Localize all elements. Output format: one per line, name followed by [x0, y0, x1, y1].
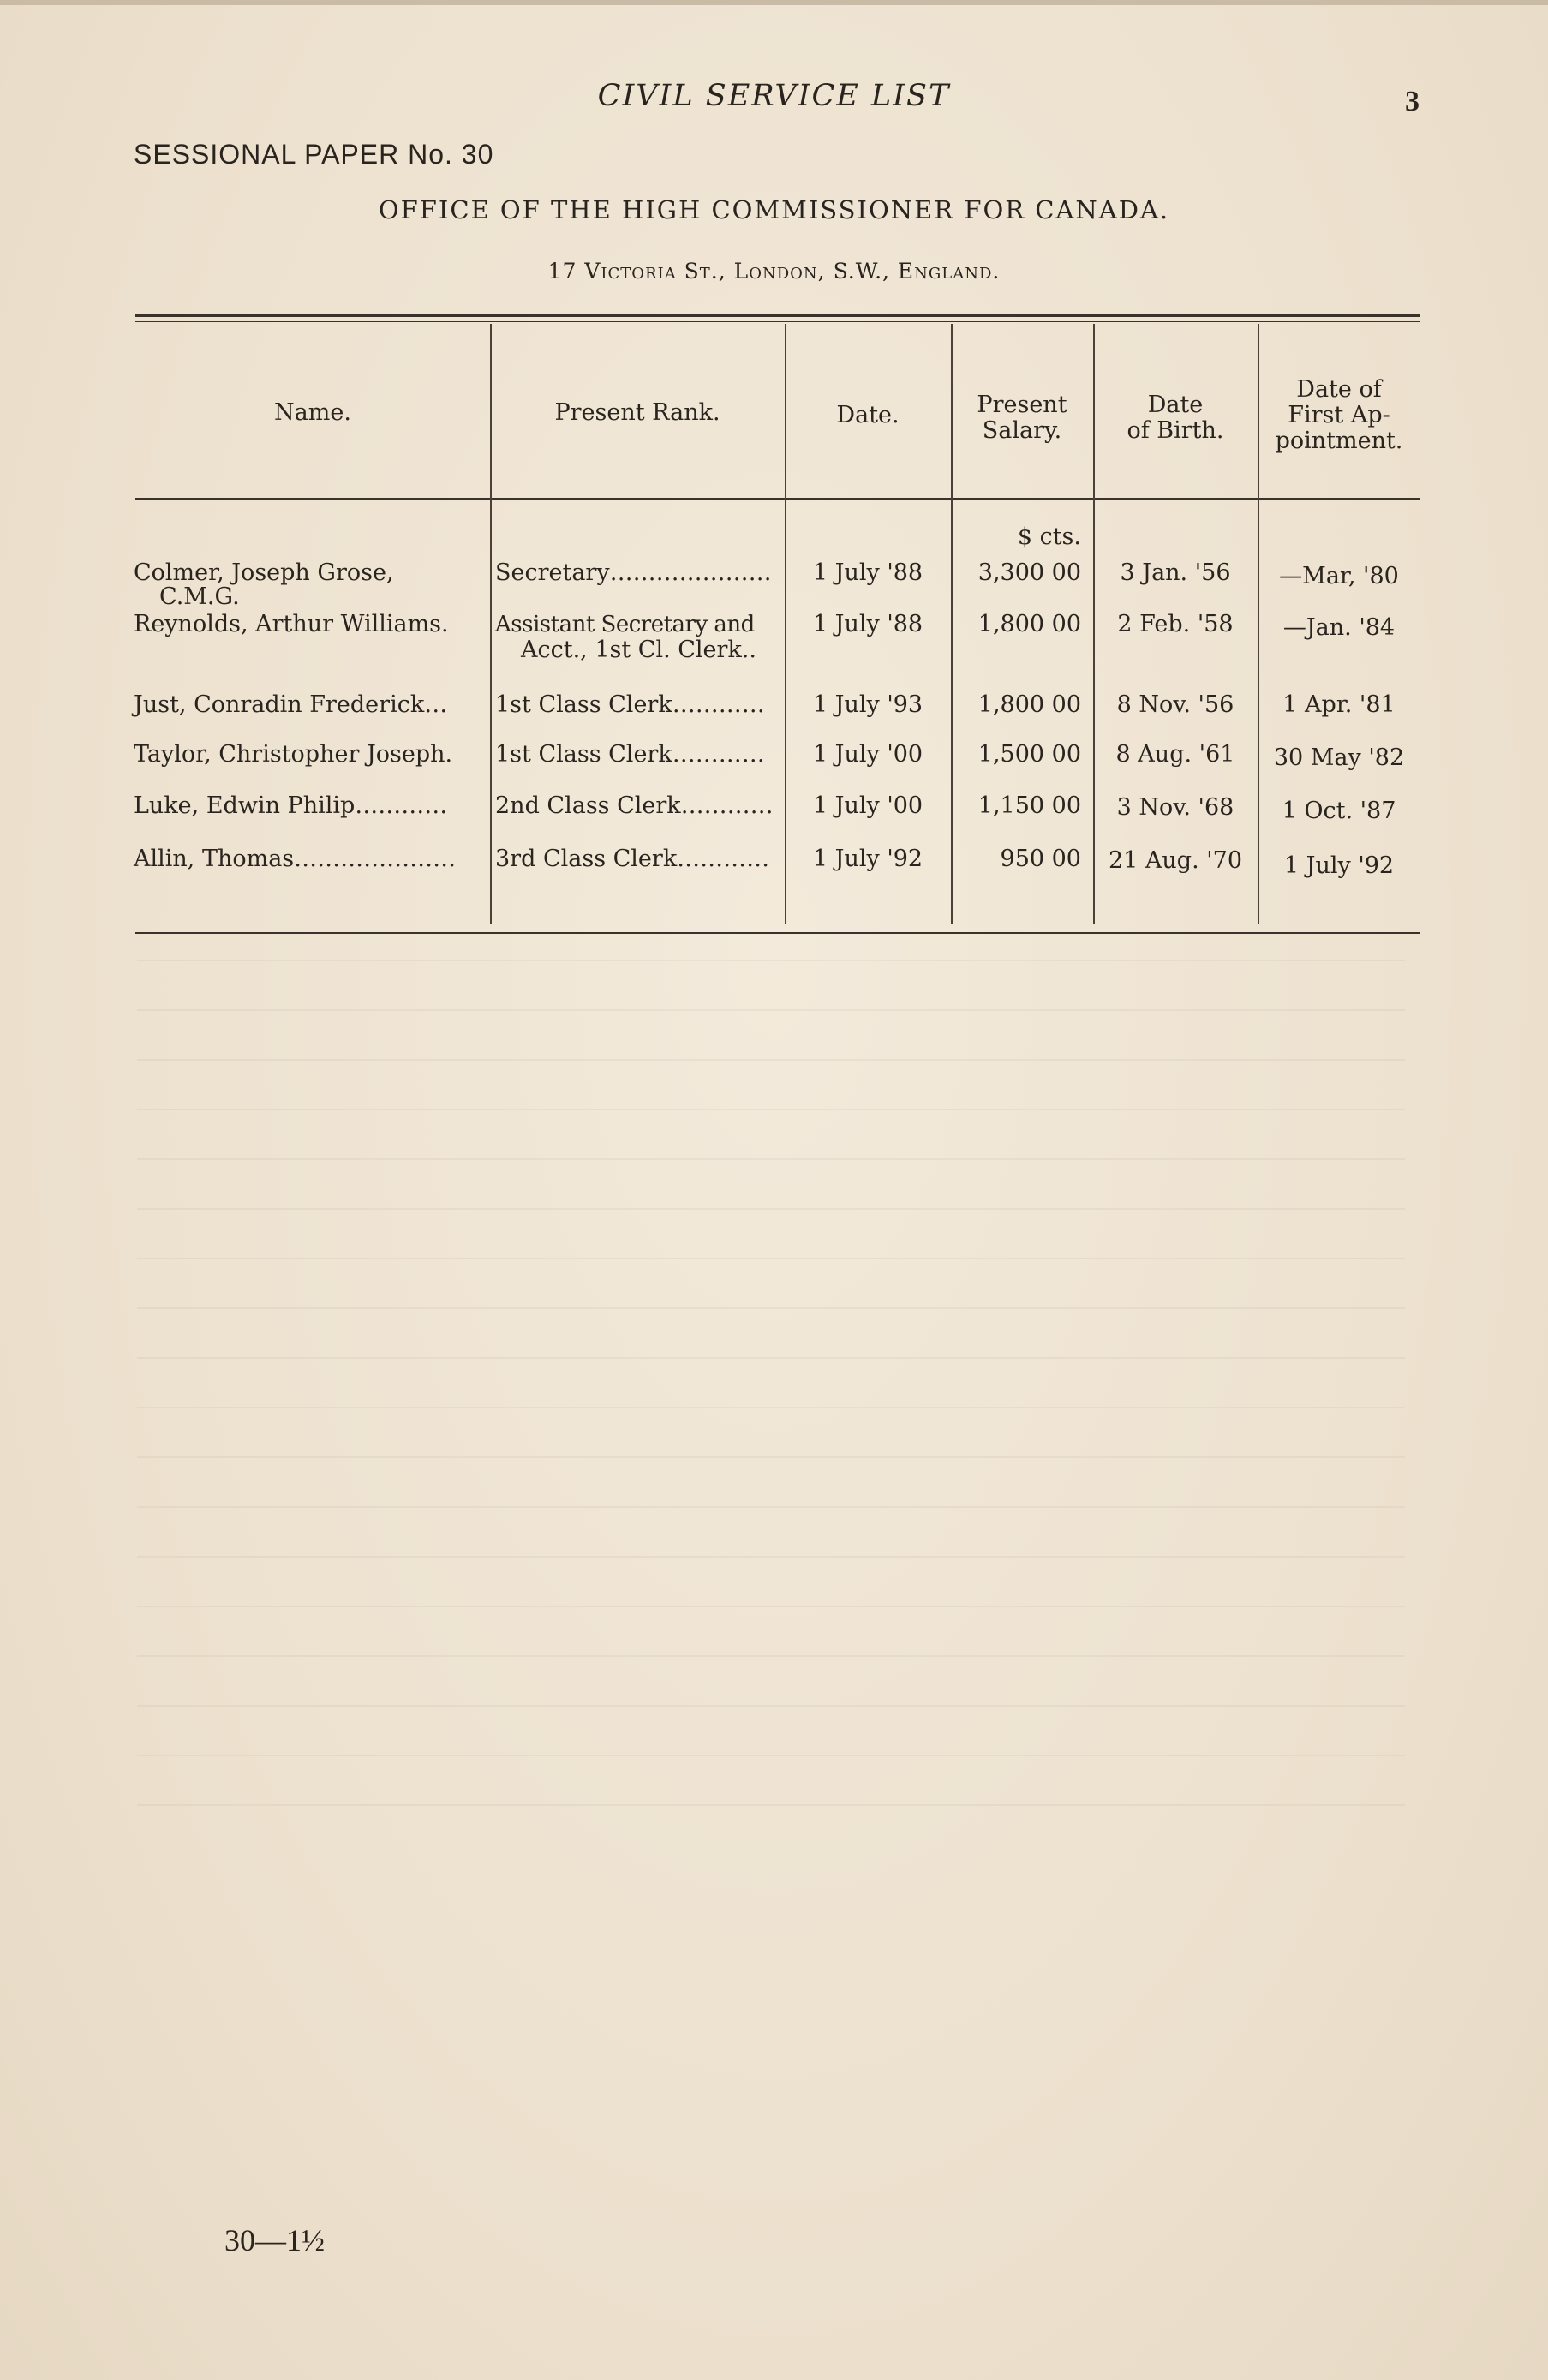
row-rank: Secretary………………… — [495, 560, 772, 586]
row-first-appointment: —Jan. '84 — [1282, 614, 1396, 641]
running-head: CIVIL SERVICE LIST — [597, 79, 951, 113]
row-rank: Assistant Secretary and — [495, 612, 755, 637]
row-date: 1 July '92 — [812, 846, 923, 872]
row-rank: 3rd Class Clerk………… — [495, 846, 770, 872]
row-birth: 3 Jan. '56 — [1120, 559, 1231, 586]
row-first-appointment: —Mar, '80 — [1279, 563, 1399, 589]
row-birth: 8 Nov. '56 — [1116, 691, 1234, 718]
row-birth: 8 Aug. '61 — [1115, 741, 1235, 768]
row-date: 1 July '93 — [812, 691, 923, 718]
row-date: 1 July '00 — [812, 792, 923, 819]
row-name: Taylor, Christopher Joseph. — [134, 741, 453, 768]
row-date: 1 July '88 — [812, 611, 923, 637]
header-salary-line1: Present — [977, 392, 1067, 418]
header-salary-line2: Salary. — [982, 417, 1062, 444]
row-salary: 950 00 — [1000, 846, 1081, 872]
table-header-rule — [135, 498, 1420, 500]
header-first-appointment — [1258, 377, 1420, 454]
table-bottom-rule — [135, 932, 1420, 934]
row-rank: 2nd Class Clerk………… — [495, 792, 774, 819]
table-top-rule-thin — [135, 321, 1420, 322]
row-first-appointment: 1 Apr. '81 — [1282, 691, 1396, 718]
folio-signature: 30—1½ — [224, 2223, 325, 2257]
row-first-appointment: 1 Oct. '87 — [1282, 798, 1396, 824]
row-date: 1 July '88 — [812, 559, 923, 586]
office-title: OFFICE OF THE HIGH COMMISSIONER FOR CANADA. — [378, 195, 1170, 224]
header-birth — [1093, 392, 1258, 444]
row-name: Allin, Thomas………………… — [134, 846, 457, 872]
office-address: 17 Victoria St., London, S.W., England. — [547, 259, 1001, 284]
row-salary: 1,150 00 — [977, 792, 1081, 819]
row-name: Reynolds, Arthur Williams. — [134, 611, 449, 637]
header-salary — [951, 392, 1093, 444]
header-birth-line2: of Birth. — [1127, 417, 1224, 444]
row-salary: 1,500 00 — [977, 741, 1081, 768]
table-top-rule — [135, 314, 1420, 317]
row-name-continued: C.M.G. — [159, 583, 240, 610]
header-rank: Present Rank. — [554, 399, 720, 426]
row-rank: 1st Class Clerk………… — [495, 741, 765, 768]
row-salary: 1,800 00 — [977, 611, 1081, 637]
row-name: Colmer, Joseph Grose, — [134, 559, 394, 586]
row-birth: 3 Nov. '68 — [1116, 794, 1234, 821]
header-date: Date. — [836, 402, 900, 428]
header-first-line2: First Ap- — [1288, 402, 1390, 428]
row-birth: 21 Aug. '70 — [1108, 847, 1243, 874]
row-first-appointment: 30 May '82 — [1273, 744, 1405, 771]
row-first-appointment: 1 July '92 — [1283, 852, 1395, 879]
header-first-line1: Date of — [1296, 376, 1382, 403]
row-name: Luke, Edwin Philip………… — [134, 792, 448, 819]
page-number: 3 — [1405, 86, 1419, 117]
sessional-paper-label: SESSIONAL PAPER No. 30 — [134, 139, 494, 170]
row-rank-continued: Acct., 1st Cl. Clerk.. — [521, 637, 756, 663]
row-salary: 1,800 00 — [977, 691, 1081, 718]
header-first-line3: pointment. — [1275, 428, 1403, 454]
row-birth: 2 Feb. '58 — [1117, 611, 1234, 637]
show-through-text — [137, 960, 1405, 1816]
header-name: Name. — [274, 399, 351, 426]
salary-units: $ cts. — [1017, 523, 1081, 550]
header-birth-line1: Date — [1147, 392, 1204, 418]
page-top-edge — [0, 0, 1548, 5]
row-name: Just, Conradin Frederick… — [134, 691, 448, 718]
row-rank: 1st Class Clerk………… — [495, 691, 765, 718]
row-date: 1 July '00 — [812, 741, 923, 768]
row-salary: 3,300 00 — [977, 559, 1081, 586]
